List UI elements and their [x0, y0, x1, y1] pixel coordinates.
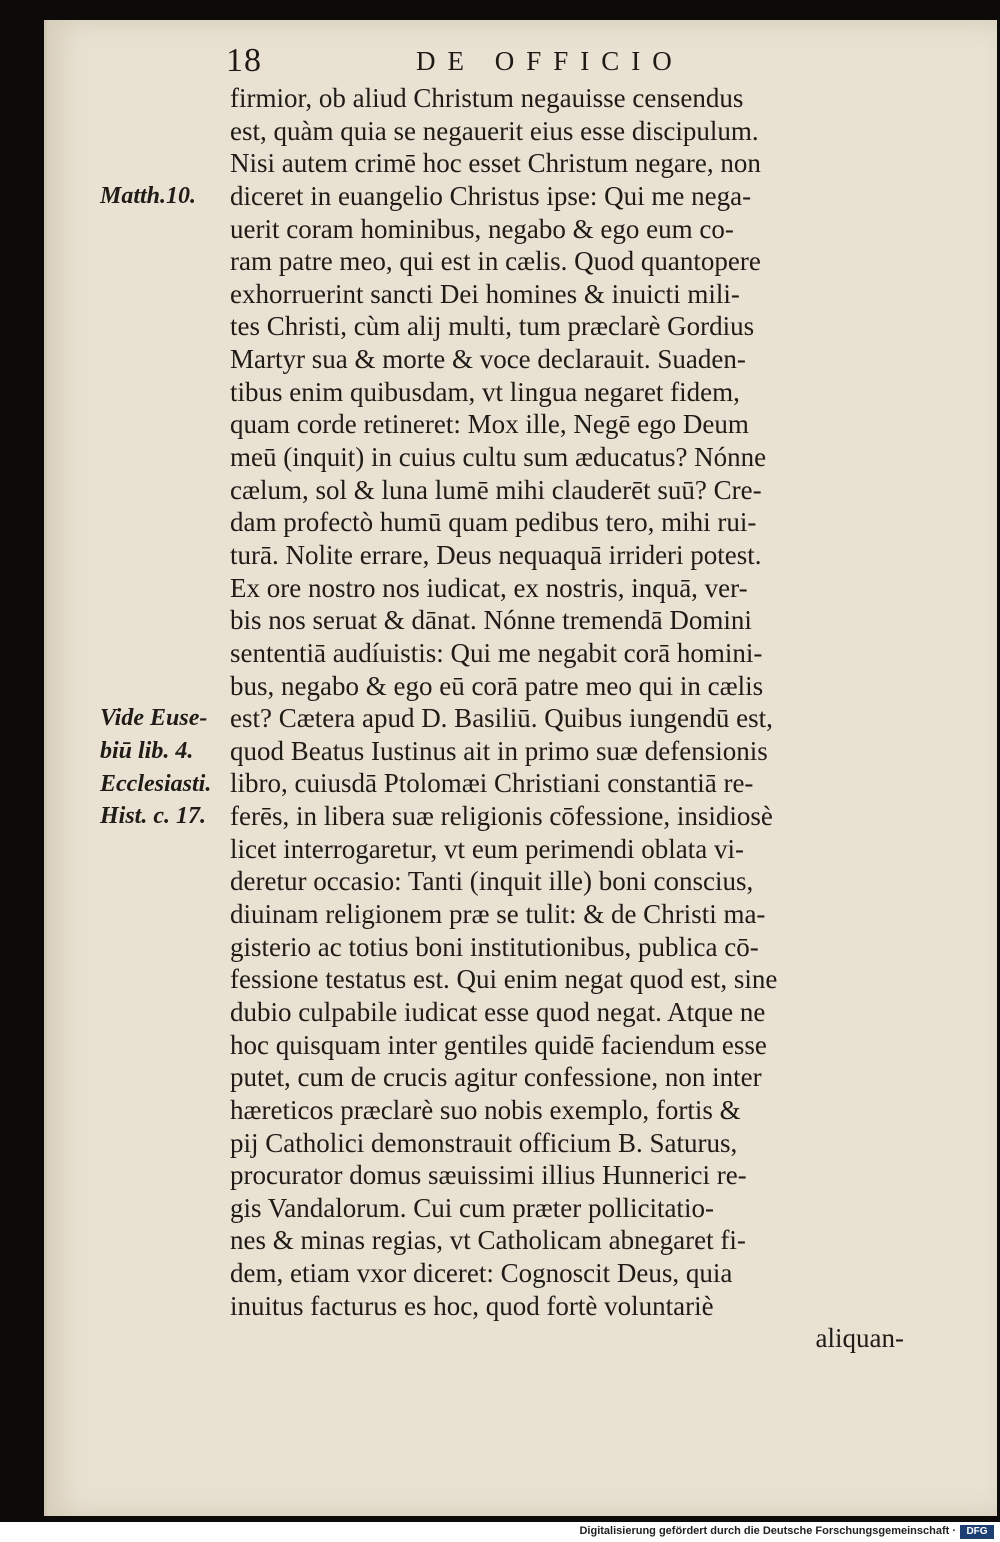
- body-text: [230, 82, 904, 1355]
- digitization-credit: Digitalisierung gefördert durch die Deutsche Forschungsgemeinschaft ·: [579, 1525, 956, 1537]
- dfg-logo-icon: DFG: [960, 1525, 994, 1539]
- text-line: quod Beatus Iustinus ait in primo suæ defensionis: [230, 735, 768, 766]
- text-line: gisterio ac totius boni institutionibus, publica cō-: [230, 931, 759, 962]
- text-line: turā. Nolite errare, Deus nequaquā irrideri potest.: [230, 539, 762, 570]
- text-line: fessione testatus est. Qui enim negat quod est, sine: [230, 964, 778, 995]
- text-line: gis Vandalorum. Cui cum præter pollicitatio-: [230, 1192, 714, 1223]
- text-line: exhorruerint sancti Dei homines & inuicti mili-: [230, 278, 740, 309]
- margin-note: Ecclesiasti.: [100, 770, 212, 797]
- text-line: libro, cuiusdā Ptolomæi Christiani constantiā re-: [230, 768, 754, 799]
- text-line: diceret in euangelio Christus ipse: Qui me nega-: [230, 180, 752, 211]
- text-line: quam corde retineret: Mox ille, Negē ego Deum: [230, 409, 749, 440]
- catchword: aliquan-: [815, 1323, 904, 1354]
- running-head: [226, 42, 926, 82]
- text-line: hoc quisquam inter gentiles quidē faciendum esse: [230, 1029, 767, 1060]
- text-line: dem, etiam vxor diceret: Cognoscit Deus, quia: [230, 1258, 733, 1289]
- text-line: licet interrogaretur, vt eum perimendi oblata vi-: [230, 833, 744, 864]
- text-line: bus, negabo & ego eū corā patre meo qui in cælis: [230, 670, 764, 701]
- text-line: ram patre meo, qui est in cælis. Quod quantopere: [230, 246, 761, 277]
- text-line: procurator domus sæuissimi illius Hunnerici re-: [230, 1160, 747, 1191]
- text-line: firmior, ob aliud Christum negauisse censendus: [230, 83, 744, 113]
- text-line: dam profectò humū quam pedibus tero, mihi rui-: [230, 507, 757, 538]
- text-line: deretur occasio: Tanti (inquit ille) boni conscius,: [230, 866, 754, 897]
- text-line: diuinam religionem præ se tulit: & de Christi ma-: [230, 899, 766, 930]
- text-line: bis nos seruat & dānat. Nónne tremendā Domini: [230, 605, 752, 636]
- margin-note: Matth.10.: [100, 182, 197, 209]
- text-line: inuitus facturus es hoc, quod fortè voluntariè: [230, 1290, 714, 1321]
- footer: [0, 1522, 1000, 1542]
- text-line: pij Catholici demonstrauit officium B. Saturus,: [230, 1127, 738, 1158]
- running-title: DE OFFICIO: [416, 46, 684, 76]
- text-line: tes Christi, cùm alij multi, tum præclarè Gordius: [230, 311, 755, 342]
- text-line: Nisi autem crimē hoc esset Christum negare, non: [230, 148, 761, 179]
- margin-note: Hist. c. 17.: [100, 803, 206, 830]
- text-line: cælum, sol & luna lumē mihi clauderēt suū? Cre-: [230, 474, 762, 505]
- text-line: Ex ore nostro nos iudicat, ex nostris, inquā, ver-: [230, 572, 748, 603]
- text-line: est? Cætera apud D. Basiliū. Quibus iungendū est,: [230, 703, 773, 734]
- text-line: Martyr sua & morte & voce declarauit. Suaden-: [230, 344, 746, 375]
- text-line: uerit coram hominibus, negabo & ego eum co-: [230, 213, 734, 244]
- margin-note: biū lib. 4.: [100, 738, 194, 764]
- text-line: tibus enim quibusdam, vt lingua negaret fidem,: [230, 376, 740, 407]
- text-line: meū (inquit) in cuius cultu sum æducatus? Nónne: [230, 442, 767, 473]
- page-number: 18: [226, 42, 262, 79]
- text-line: sententiā audíuistis: Qui me negabit corā homini-: [230, 637, 763, 668]
- margin-note: Vide Euse-: [100, 705, 208, 732]
- text-line: nes & minas regias, vt Catholicam abnegaret fi-: [230, 1225, 746, 1256]
- text-line: putet, cum de crucis agitur confessione, non inter: [230, 1062, 762, 1093]
- text-line: ferēs, in libera suæ religionis cōfessione, insidiosè: [230, 801, 773, 832]
- text-line: dubio culpabile iudicat esse quod negat. Atque ne: [230, 996, 766, 1027]
- text-line: hæreticos præclarè suo nobis exemplo, fortis &: [230, 1094, 741, 1125]
- text-line: est, quàm quia se negauerit eius esse discipulum.: [230, 115, 759, 146]
